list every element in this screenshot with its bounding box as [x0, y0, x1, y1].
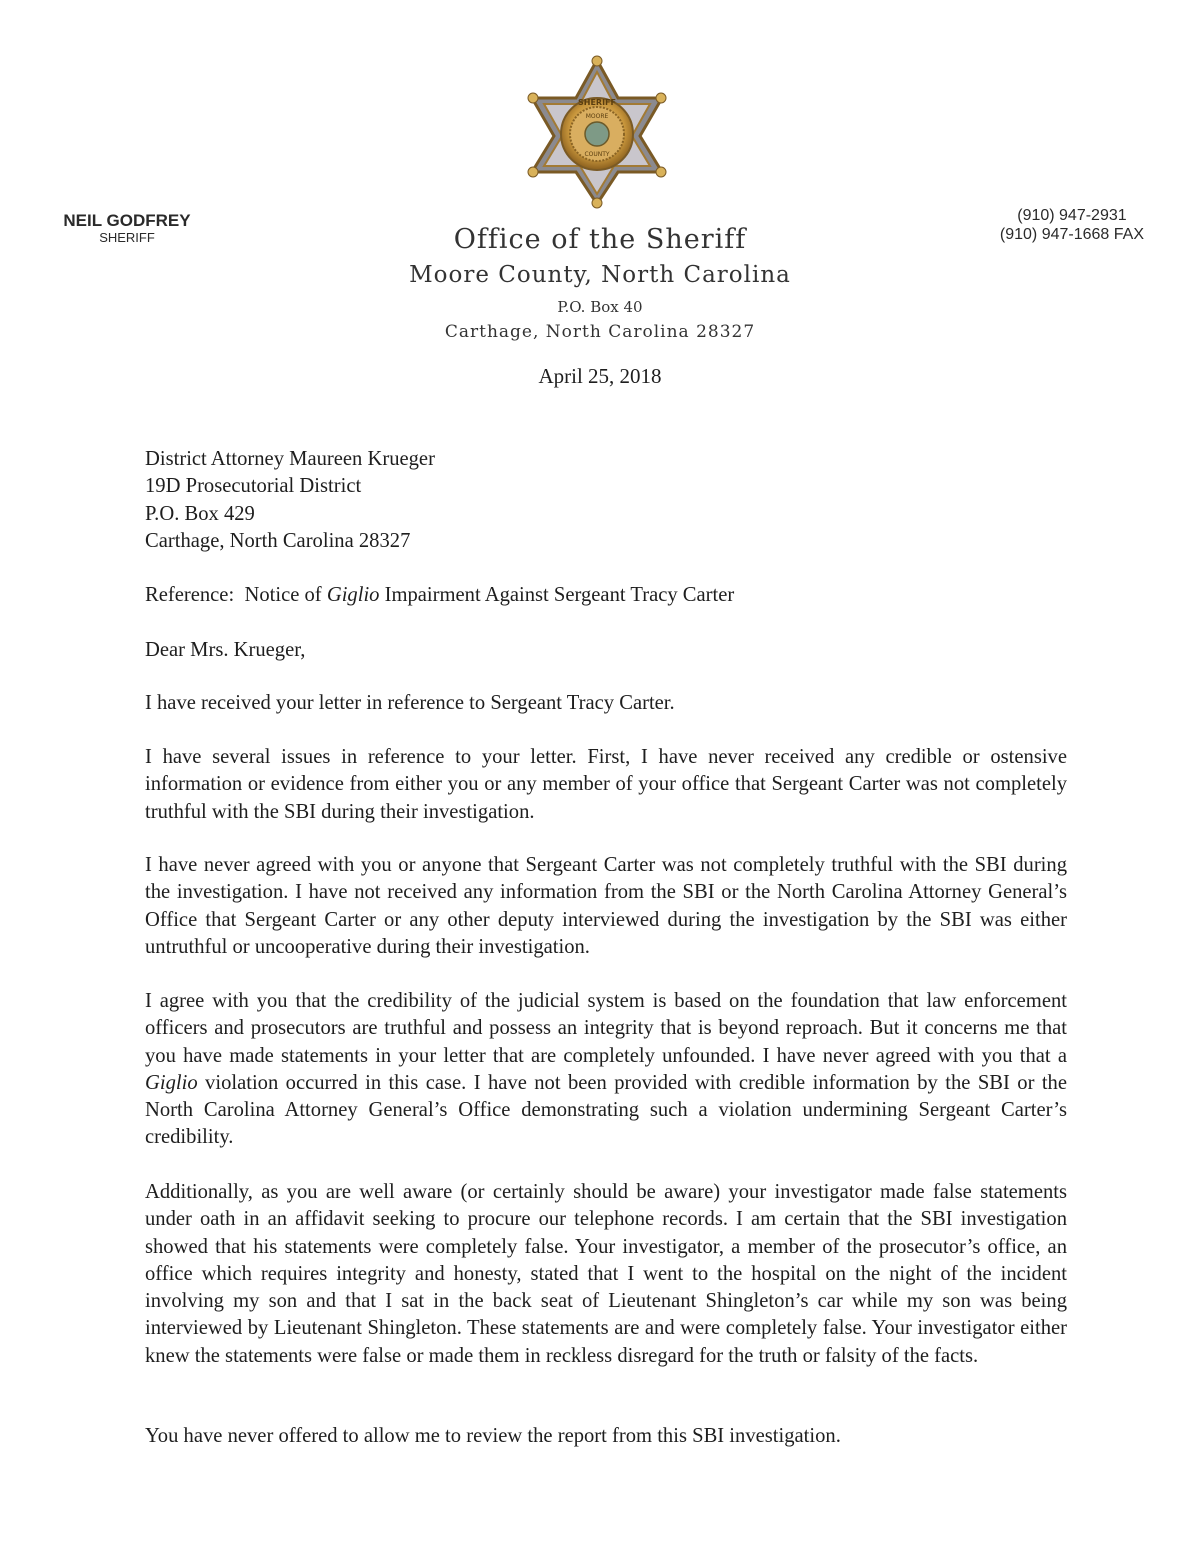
- letterhead-po-box: P.O. Box 40: [557, 298, 643, 316]
- letterhead-city: Carthage, North Carolina 28327: [444, 322, 756, 342]
- svg-text:COUNTY: COUNTY: [584, 151, 610, 158]
- paragraph-4: [145, 988, 1067, 1152]
- phone-number: (910) 947-2931: [1017, 207, 1127, 224]
- sheriff-badge-logo: [526, 52, 668, 210]
- reference-line: [145, 582, 1067, 609]
- paragraph-2: I have several issues in reference to your letter. First, I have never received any credible or ostensive information or evidence from either you or any member of your office that Sergeant Carter was not completely truthful with the SBI during their investigation.: [145, 746, 1067, 823]
- recipient-line: Carthage, North Carolina 28327: [145, 529, 411, 552]
- svg-text:MOORE: MOORE: [585, 113, 609, 120]
- svg-text:SHERIFF: SHERIFF: [578, 98, 616, 107]
- recipient-line: P.O. Box 429: [145, 502, 255, 525]
- reference-prefix: Reference: Notice of: [145, 584, 327, 606]
- sheriff-title: SHERIFF: [99, 230, 155, 245]
- paragraph-6: You have never offered to allow me to review the report from this SBI investigation.: [145, 1425, 841, 1447]
- reference-italic: Giglio: [326, 584, 380, 606]
- paragraph-5: Additionally, as you are well aware (or certainly should be aware) your investigator made false statements under oath in an affidavit seeking to procure our telephone records. I am certain that the SBI investigation showed that his statements were completely false. Your investigator, a member of the prosecutor’s office, an office which requires integrity and honesty, stated that I went to the hospital on the night of the incident involving my son and that I sat in the back seat of Lieutenant Shingleton’s car while my son was being interviewed by Lieutenant Shingleton. These statements are and were completely false. Your investigator either knew the statements were false or made them in reckless disregard for the truth or falsity of the facts.: [145, 1181, 1067, 1367]
- letter-date: April 25, 2018: [538, 364, 662, 388]
- paragraph-1: I have received your letter in reference to Sergeant Tracy Carter.: [145, 692, 675, 714]
- salutation: Dear Mrs. Krueger,: [145, 639, 306, 661]
- paragraph-3: I have never agreed with you or anyone that Sergeant Carter was not completely truthful with the SBI during the investigation. I have not received any information from the SBI or the North Carolina Attorney General’s Office that Sergeant Carter or any other deputy interviewed during the investigation by the SBI was either untruthful or uncooperative during their investigation.: [145, 854, 1067, 958]
- recipient-line: 19D Prosecutorial District: [145, 475, 362, 498]
- recipient-line: District Attorney Maureen Krueger: [145, 448, 435, 470]
- letterhead-county: Moore County, North Carolina: [409, 262, 791, 288]
- paragraph-4-part-b: violation occurred in this case. I have not been provided with credible information by the SBI or the North Carolina Attorney General’s Office demonstrating such a violation undermining Sergeant Carter’s credibility.: [145, 1071, 1067, 1149]
- paragraph-4-italic: Giglio: [145, 1071, 198, 1094]
- paragraph-4-part-a: I agree with you that the credibility of the judicial system is based on the foundation that law enforcement officers and prosecutors are truthful and possess an integrity that is beyond reproach. But it concerns me that you have made statements in your letter that are completely unfounded. I have never agreed with you that a: [145, 990, 1067, 1067]
- fax-number: (910) 947-1668 FAX: [999, 226, 1144, 243]
- sheriff-name: NEIL GODFREY: [63, 211, 191, 230]
- recipient-address: [145, 446, 1067, 555]
- letterhead-office: Office of the Sheriff: [453, 224, 747, 255]
- reference-suffix: Impairment Against Sergeant Tracy Carter: [379, 584, 735, 606]
